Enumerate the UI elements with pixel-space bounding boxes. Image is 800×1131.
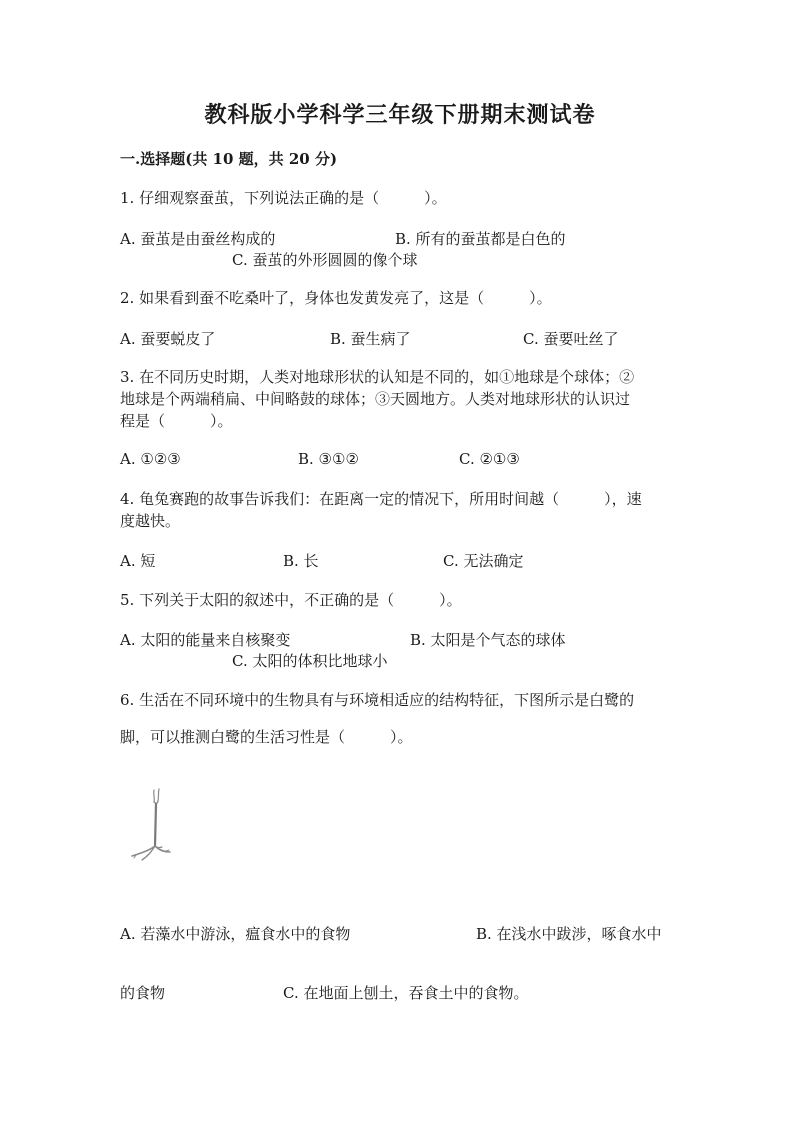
option-c: C. ②①③ [459, 450, 520, 468]
question-stem: 5. 下列关于太阳的叙述中，不正确的是（ ）。 [120, 591, 462, 609]
option-a: A. 蚕要蜕皮了 [120, 330, 216, 348]
egret-foot-image [126, 786, 182, 866]
option-b: B. 长 [283, 552, 319, 570]
question-stem-line: 地球是个两端稍扁、中间略鼓的球体；③天圆地方。人类对地球形状的认识过 [120, 390, 631, 408]
option-b: B. 所有的蚕茧都是白色的 [395, 230, 566, 248]
option-c: C. 蚕要吐丝了 [523, 330, 619, 348]
section-heading: 一.选择题(共 10 题，共 20 分) [120, 150, 338, 168]
option-a: A. 若藻水中游泳，瘟食水中的食物 [120, 925, 351, 943]
question-stem-line: 脚，可以推测白鹭的生活习性是（ ）。 [120, 728, 413, 746]
question-stem-line: 6. 生活在不同环境中的生物具有与环境相适应的结构特征，下图所示是白鹭的 [120, 691, 635, 709]
option-c: C. 蚕茧的外形圆圆的像个球 [232, 251, 418, 269]
option-c: C. 在地面上刨土，吞食土中的食物。 [283, 984, 529, 1002]
option-a: A. ①②③ [120, 450, 181, 468]
question-stem-line: 3. 在不同历史时期，人类对地球形状的认知是不同的，如①地球是个球体；② [120, 368, 635, 386]
question-stem-line: 度越快。 [120, 512, 181, 530]
option-b: B. 蚕生病了 [330, 330, 411, 348]
option-b: B. 在浅水中跋涉，啄食水中 [476, 925, 662, 943]
option-b-continued: 的食物 [120, 984, 166, 1002]
question-stem: 2. 如果看到蚕不吃桑叶了，身体也发黄发亮了，这是（ ）。 [120, 289, 552, 307]
option-a: A. 短 [120, 552, 156, 570]
question-stem-line: 程是（ ）。 [120, 412, 233, 430]
option-c: C. 太阳的体积比地球小 [232, 652, 388, 670]
question-stem: 1. 仔细观察蚕茧，下列说法正确的是（ ）。 [120, 189, 447, 207]
option-b: B. ③①② [298, 450, 359, 468]
option-b: B. 太阳是个气态的球体 [410, 631, 566, 649]
page-title: 教科版小学科学三年级下册期末测试卷 [204, 102, 596, 128]
option-a: A. 蚕茧是由蚕丝构成的 [120, 230, 276, 248]
option-c: C. 无法确定 [443, 552, 524, 570]
option-a: A. 太阳的能量来自核聚变 [120, 631, 291, 649]
question-stem-line: 4. 龟兔赛跑的故事告诉我们：在距离一定的情况下，所用时间越（ ），速 [120, 490, 642, 508]
